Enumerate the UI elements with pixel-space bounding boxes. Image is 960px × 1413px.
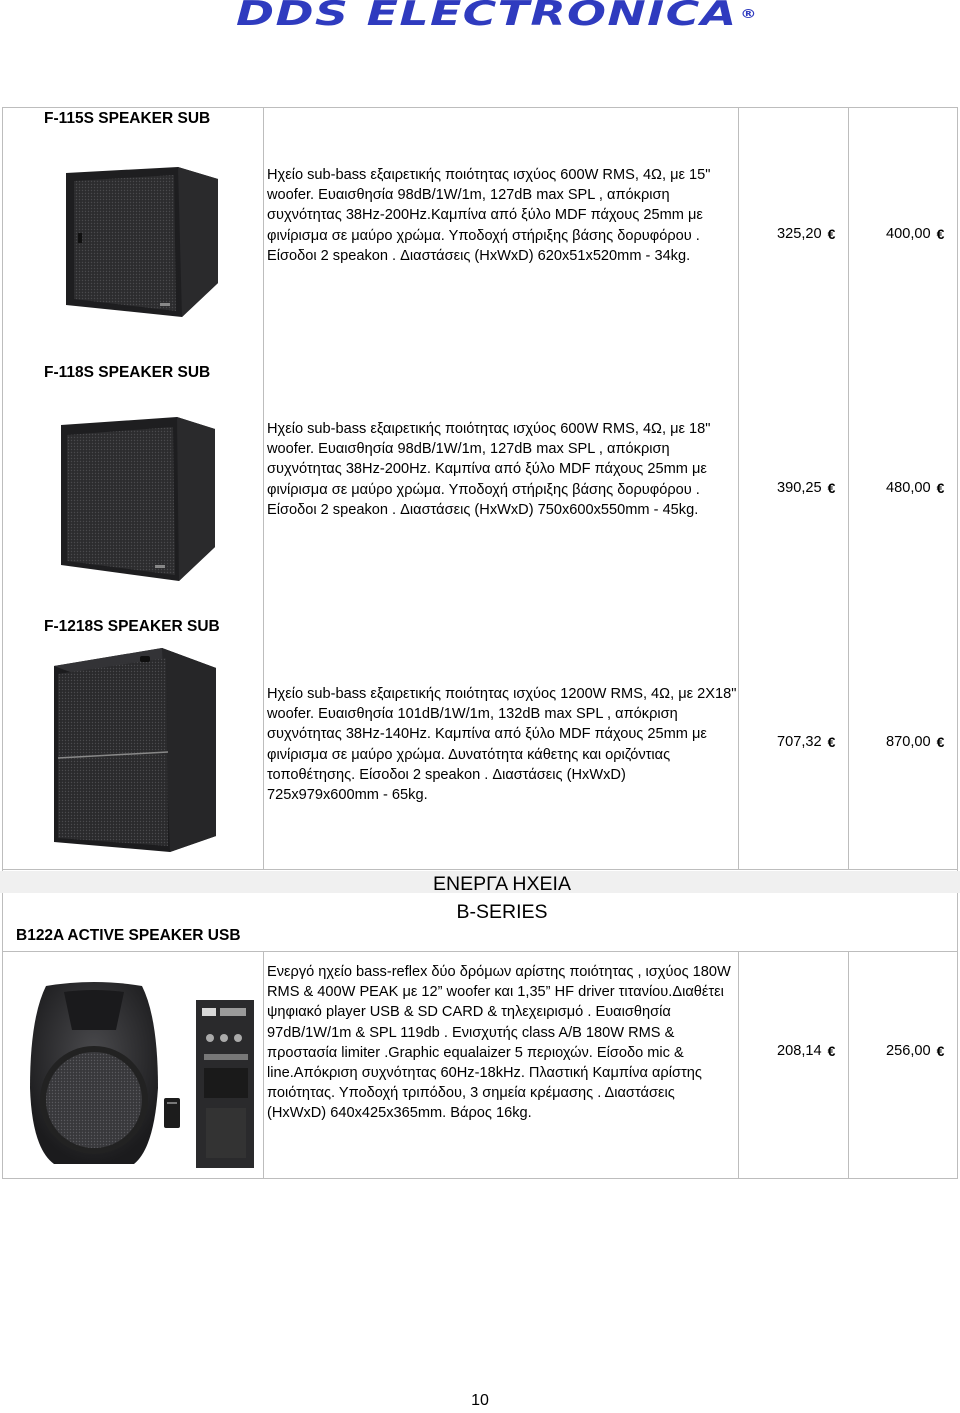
col-divider-1b [263, 951, 264, 1179]
product-title: F-1218S SPEAKER SUB [44, 618, 220, 635]
euro-icon: € [827, 480, 836, 496]
euro-icon: € [936, 734, 945, 750]
euro-icon: € [827, 734, 836, 750]
col-divider-3b [848, 951, 849, 1179]
col-divider-2 [738, 107, 739, 869]
price-value: 390,25 [777, 480, 822, 496]
section-subtitle: B-SERIES [456, 901, 548, 923]
product-description: Ενεργό ηχείο bass-reflex δύο δρόμων αρίστης ποιότητας , ισχύος 180W RMS & 400W PEAK με 12” woofer και 1,35” HF driver τιτανίου.Διαθέτει ψηφιακό player USB & SD CARD & τηλεχειρισμό . Ευαισθησία 97dB/1W/1m & SPL 119db . Ενισχυτής class A/B 180W RMS & προστασία limiter .Graphic equalaizer 5 περιοχών. Είσοδο mic & line.Απόκριση συχνότητας 60Hz-18kHz. Πλαστική Καμπίνα αρίστης ποιότητας. Υποδοχή τριπόδου, 3 σημεία κρέμασης . Διαστάσεις (HxWxD) 640x425x365mm. Βάρος 16kg. [267, 964, 731, 1122]
col-divider-1 [263, 107, 264, 869]
col-divider-2b [738, 951, 739, 1179]
table-right-border [957, 107, 958, 1179]
euro-icon: € [936, 1043, 945, 1059]
euro-icon: € [827, 226, 836, 242]
subwoofer-image [52, 646, 218, 854]
euro-icon: € [936, 480, 945, 496]
price-dealer [777, 226, 835, 242]
product-title: B122A ACTIVE SPEAKER USB [16, 927, 241, 944]
euro-icon: € [827, 1043, 836, 1059]
price-retail [886, 226, 944, 242]
product-description: Ηχείο sub-bass εξαιρετικής ποιότητας ισχύος 1200W RMS, 4Ω, με 2X18" woofer. Ευαισθησία 101dB/1W/1m, 132dB max SPL , απόκριση συχνότητας 38Hz-140Hz. Καμπίνα από ξύλο MDF πάχους 25mm με φινίρισμα σε μαύρο χρώμα. Δυνατότητα κάθετης και οριζόντιας τοποθέτησης. Είσοδοι 2 speakon . Διαστάσεις (HxWxD) 725x979x600mm - 65kg. [267, 686, 737, 804]
price-retail [886, 1043, 944, 1059]
subwoofer-image [60, 165, 220, 321]
euro-icon: € [936, 226, 945, 242]
brand-logo: DDS ELECTRONICA ® [236, 0, 758, 34]
price-value: 870,00 [886, 734, 931, 750]
price-dealer [777, 480, 835, 496]
product-description: Ηχείο sub-bass εξαιρετικής ποιότητας ισχύος 600W RMS, 4Ω, με 18" woofer. Ευαισθησία 98dB/1W/1m, 127dB max SPL , απόκριση συχνότητας 38Hz-200Hz. Καμπίνα από ξύλο MDF πάχους 25mm με φινίρισμα σε μαύρο χρώμα. Υποδοχή στήριξης βάσης δορυφόρου . Είσοδοι 2 speakon . Διαστάσεις (HxWxD) 750x600x550mm - 45kg. [267, 421, 711, 518]
page-number: 10 [471, 1392, 489, 1409]
section-title: ΕΝΕΡΓΑ ΗΧΕΙΑ [433, 873, 571, 895]
price-retail [886, 734, 944, 750]
price-value: 400,00 [886, 226, 931, 242]
price-value: 256,00 [886, 1043, 931, 1059]
price-value: 480,00 [886, 480, 931, 496]
price-dealer [777, 1043, 835, 1059]
price-retail [886, 480, 944, 496]
col-divider-3 [848, 107, 849, 869]
product-title: F-115S SPEAKER SUB [44, 110, 211, 127]
table-left-border [2, 107, 3, 1179]
price-value: 325,20 [777, 226, 822, 242]
row-divider-active [2, 951, 958, 952]
price-value: 707,32 [777, 734, 822, 750]
price-value: 208,14 [777, 1043, 822, 1059]
product-title: F-118S SPEAKER SUB [44, 364, 211, 381]
subwoofer-image [55, 415, 217, 583]
product-description: Ηχείο sub-bass εξαιρετικής ποιότητας ισχύος 600W RMS, 4Ω, με 15" woofer. Ευαισθησία 98dB/1W/1m, 127dB max SPL , απόκριση συχνότητας 38Hz-200Hz.Καμπίνα από ξύλο MDF πάχους 25mm με φινίρισμα σε μαύρο χρώμα. Υποδοχή στήριξης βάσης δορυφόρου . Είσοδοι 2 speakon . Διαστάσεις (HxWxD) 620x51x520mm - 34kg. [267, 167, 711, 264]
active-speaker-image [24, 978, 258, 1168]
table-top-border [2, 107, 958, 108]
price-dealer [777, 734, 835, 750]
table-bottom-border [2, 1178, 958, 1179]
